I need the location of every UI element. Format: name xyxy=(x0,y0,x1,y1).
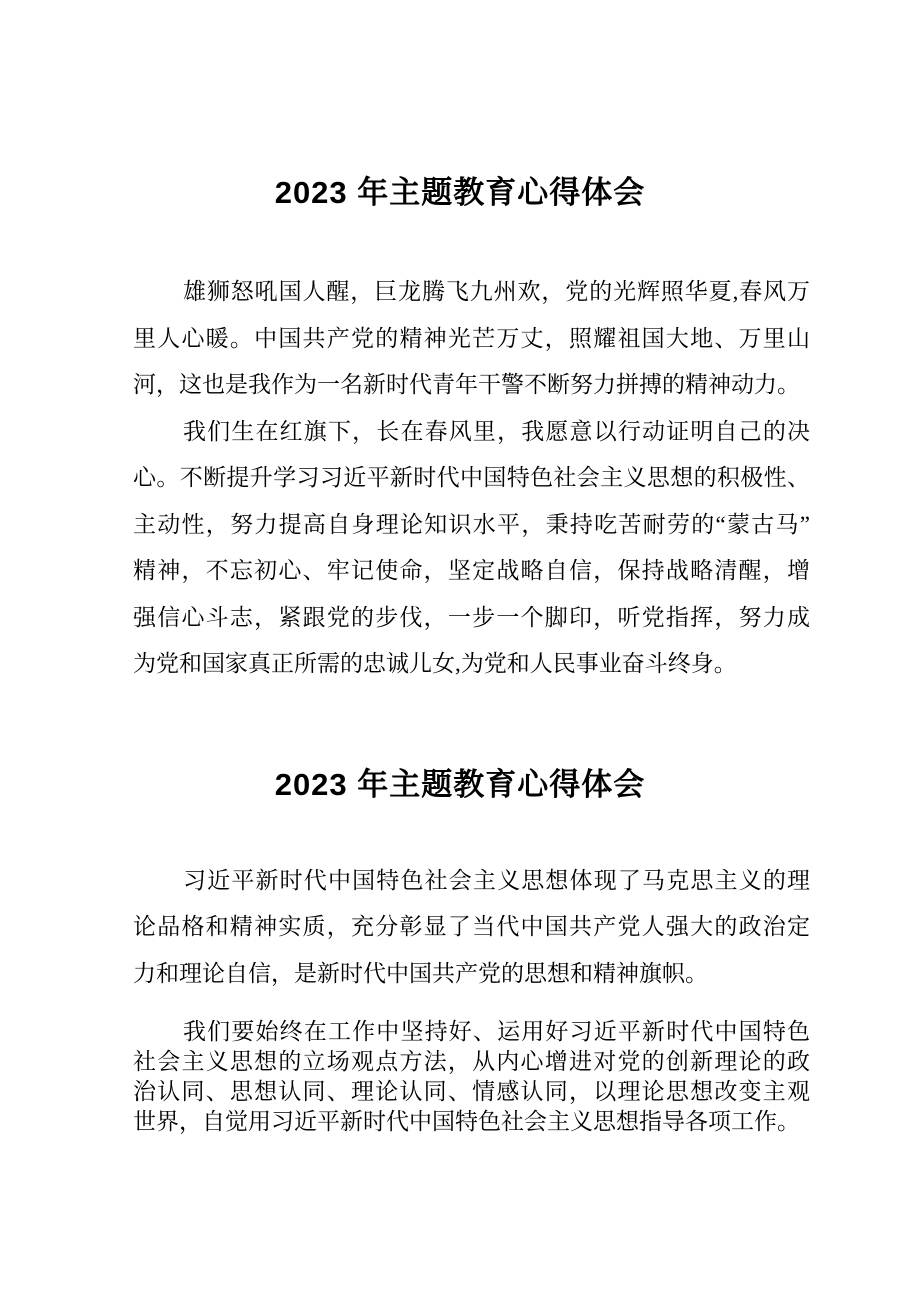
text-line: 我们生在红旗下，长在春风里，我愿意以行动证明自己的决 xyxy=(183,418,810,444)
text-line: 我们要始终在工作中坚持好、运用好习近平新时代中国特色 xyxy=(183,1019,810,1044)
text-line: 社会主义思想的立场观点方法，从内心增进对党的创新理论的政 xyxy=(133,1049,810,1074)
text-line: 河，这也是我作为一名新时代青年干警不断努力拼搏的精神动力。 xyxy=(133,372,800,397)
document-title: 2023 年主题教育心得体会 xyxy=(274,766,646,802)
paragraph xyxy=(133,858,810,998)
text-line: 里人心暖。中国共产党的精神光芒万丈，照耀祖国大地、万里山 xyxy=(133,325,810,351)
text-line: 心。不断提升学习习近平新时代中国特色社会主义思想的积极性、 xyxy=(133,465,810,490)
text-line: 雄狮怒吼国人醒，巨龙腾飞九州欢，党的光辉照华夏,春风万 xyxy=(183,279,810,304)
text-line: 主动性，努力提高自身理论知识水平，秉持吃苦耐劳的“蒙古马” xyxy=(133,511,810,537)
text-line: 习近平新时代中国特色社会主义思想体现了马克思主义的理 xyxy=(183,867,810,893)
text-line: 治认同、思想认同、理论认同、情感认同，以理论思想改变主观 xyxy=(133,1079,810,1104)
paragraph xyxy=(133,1017,810,1137)
document-title: 2023 年主题教育心得体会 xyxy=(274,175,646,210)
text-line: 世界，自觉用习近平新时代中国特色社会主义思想指导各项工作。 xyxy=(133,1109,800,1134)
paragraph xyxy=(133,409,810,688)
text-line: 强信心斗志，紧跟党的步伐，一步一个脚印，听党指挥，努力成 xyxy=(133,604,810,630)
text-line: 力和理论自信，是新时代中国共产党的思想和精神旗帜。 xyxy=(133,960,708,986)
text-line: 精神，不忘初心、牢记使命，坚定战略自信，保持战略清醒，增 xyxy=(133,558,810,583)
text-line: 论品格和精神实质，充分彰显了当代中国共产党人强大的政治定 xyxy=(133,914,810,939)
document-body xyxy=(0,173,920,1137)
text-line: 为党和国家真正所需的忠诚儿女,为党和人民事业奋斗终身。 xyxy=(133,651,737,676)
paragraph xyxy=(133,269,810,409)
